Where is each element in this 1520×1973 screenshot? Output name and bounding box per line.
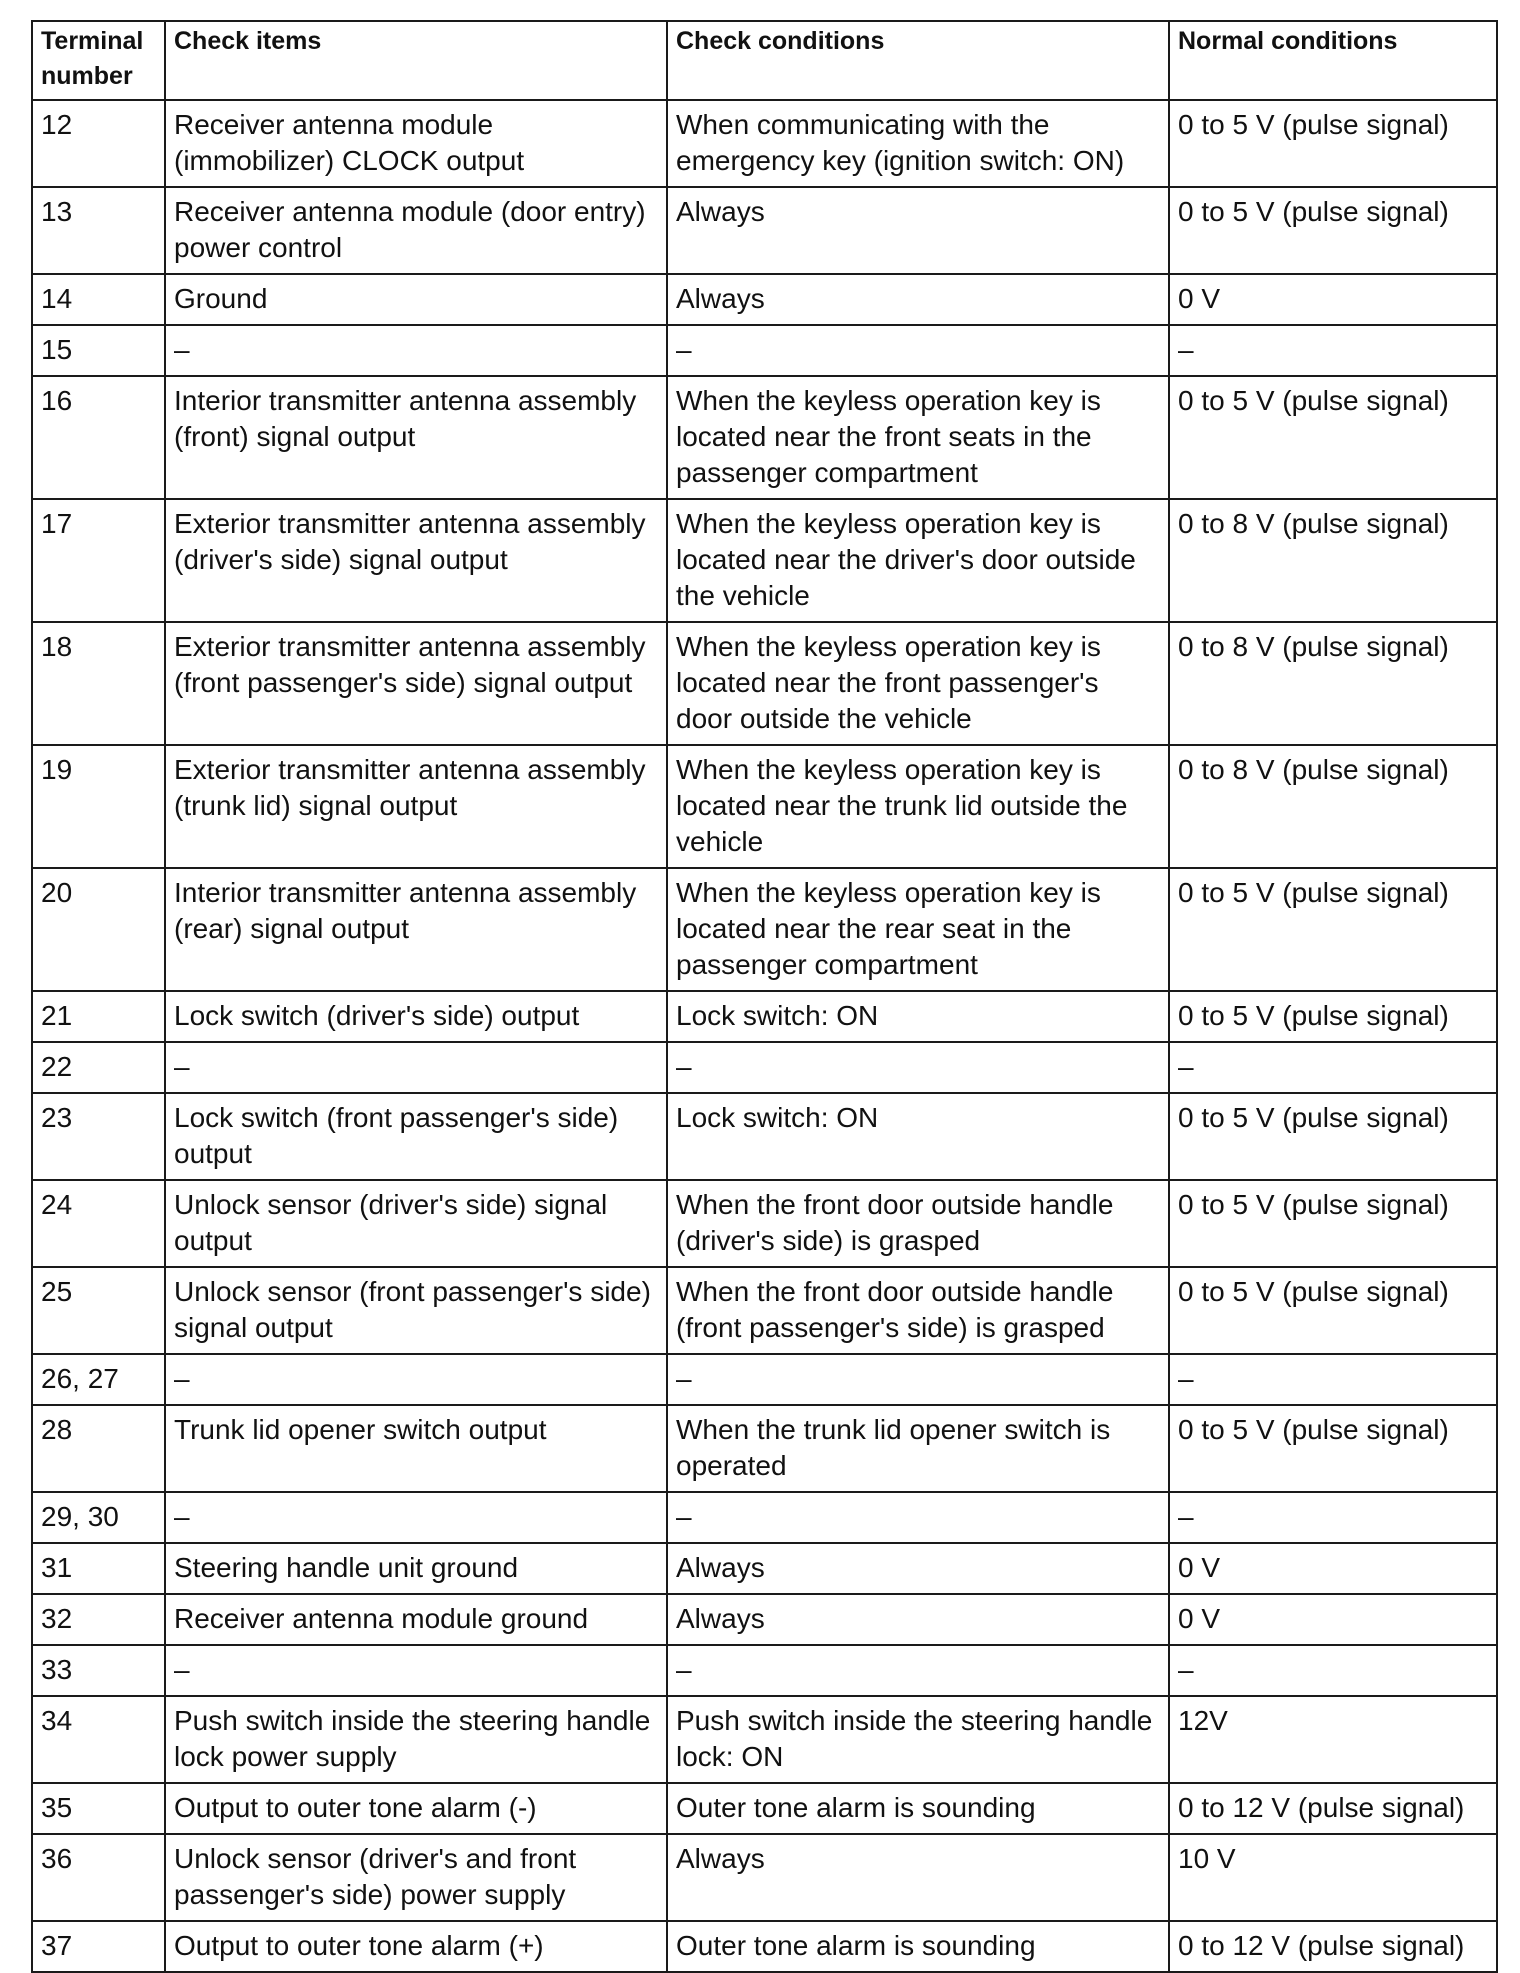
check-condition-cell: – bbox=[667, 1042, 1169, 1093]
check-item-cell: Steering handle unit ground bbox=[165, 1543, 667, 1594]
terminal-number-cell: 33 bbox=[32, 1645, 165, 1696]
normal-condition-cell: 0 to 5 V (pulse signal) bbox=[1169, 1180, 1497, 1267]
check-item-cell: – bbox=[165, 325, 667, 376]
check-item-cell: Unlock sensor (driver's side) signal output bbox=[165, 1180, 667, 1267]
normal-condition-cell: 0 V bbox=[1169, 274, 1497, 325]
table-row bbox=[32, 187, 1497, 274]
table-row bbox=[32, 745, 1497, 868]
terminal-number-cell: 35 bbox=[32, 1783, 165, 1834]
normal-condition-cell: – bbox=[1169, 1042, 1497, 1093]
check-condition-cell: Always bbox=[667, 1543, 1169, 1594]
check-item-cell: Output to outer tone alarm (+) bbox=[165, 1921, 667, 1972]
terminal-number-cell: 32 bbox=[32, 1594, 165, 1645]
check-item-cell: Exterior transmitter antenna assembly (trunk lid) signal output bbox=[165, 745, 667, 868]
terminal-number-cell: 28 bbox=[32, 1405, 165, 1492]
header-normal-conditions: Normal conditions bbox=[1169, 21, 1497, 100]
terminal-number-cell: 15 bbox=[32, 325, 165, 376]
normal-condition-cell: 0 to 8 V (pulse signal) bbox=[1169, 745, 1497, 868]
check-item-cell: Push switch inside the steering handle lock power supply bbox=[165, 1696, 667, 1783]
normal-condition-cell: – bbox=[1169, 325, 1497, 376]
header-row bbox=[32, 21, 1497, 100]
check-item-cell: Exterior transmitter antenna assembly (driver's side) signal output bbox=[165, 499, 667, 622]
terminal-number-cell: 26, 27 bbox=[32, 1354, 165, 1405]
table-row bbox=[32, 1834, 1497, 1921]
check-condition-cell: Outer tone alarm is sounding bbox=[667, 1921, 1169, 1972]
normal-condition-cell: 12V bbox=[1169, 1696, 1497, 1783]
terminal-number-cell: 18 bbox=[32, 622, 165, 745]
table-row bbox=[32, 1921, 1497, 1972]
terminal-number-cell: 31 bbox=[32, 1543, 165, 1594]
normal-condition-cell: 0 to 12 V (pulse signal) bbox=[1169, 1783, 1497, 1834]
normal-condition-cell: – bbox=[1169, 1645, 1497, 1696]
terminal-number-cell: 29, 30 bbox=[32, 1492, 165, 1543]
check-item-cell: – bbox=[165, 1354, 667, 1405]
table-header bbox=[32, 21, 1497, 100]
table-body bbox=[32, 100, 1497, 1972]
normal-condition-cell: – bbox=[1169, 1354, 1497, 1405]
check-condition-cell: – bbox=[667, 1354, 1169, 1405]
table-row bbox=[32, 1354, 1497, 1405]
check-item-cell: – bbox=[165, 1645, 667, 1696]
check-item-cell: – bbox=[165, 1042, 667, 1093]
check-item-cell: Interior transmitter antenna assembly (front) signal output bbox=[165, 376, 667, 499]
check-item-cell: Trunk lid opener switch output bbox=[165, 1405, 667, 1492]
header-check-items: Check items bbox=[165, 21, 667, 100]
normal-condition-cell: 0 to 5 V (pulse signal) bbox=[1169, 100, 1497, 187]
table-row bbox=[32, 1405, 1497, 1492]
check-item-cell: Receiver antenna module (door entry) power control bbox=[165, 187, 667, 274]
table-row bbox=[32, 274, 1497, 325]
normal-condition-cell: 0 V bbox=[1169, 1594, 1497, 1645]
terminal-number-cell: 37 bbox=[32, 1921, 165, 1972]
table-row bbox=[32, 1180, 1497, 1267]
check-item-cell: Receiver antenna module (immobilizer) CLOCK output bbox=[165, 100, 667, 187]
table-row bbox=[32, 1783, 1497, 1834]
check-condition-cell: When the keyless operation key is located near the rear seat in the passenger compartment bbox=[667, 868, 1169, 991]
terminal-number-cell: 12 bbox=[32, 100, 165, 187]
terminal-number-cell: 34 bbox=[32, 1696, 165, 1783]
table-row bbox=[32, 100, 1497, 187]
check-condition-cell: Always bbox=[667, 1594, 1169, 1645]
check-condition-cell: When the keyless operation key is located near the front passenger's door outside the vehicle bbox=[667, 622, 1169, 745]
check-item-cell: Exterior transmitter antenna assembly (front passenger's side) signal output bbox=[165, 622, 667, 745]
check-condition-cell: Outer tone alarm is sounding bbox=[667, 1783, 1169, 1834]
check-condition-cell: Lock switch: ON bbox=[667, 991, 1169, 1042]
normal-condition-cell: – bbox=[1169, 1492, 1497, 1543]
terminal-number-cell: 20 bbox=[32, 868, 165, 991]
header-terminal-number: Terminal number bbox=[32, 21, 165, 100]
check-condition-cell: When communicating with the emergency key (ignition switch: ON) bbox=[667, 100, 1169, 187]
check-condition-cell: When the keyless operation key is located near the front seats in the passenger compartment bbox=[667, 376, 1169, 499]
table-row bbox=[32, 868, 1497, 991]
table-row bbox=[32, 1543, 1497, 1594]
terminal-number-cell: 19 bbox=[32, 745, 165, 868]
check-condition-cell: When the keyless operation key is located near the trunk lid outside the vehicle bbox=[667, 745, 1169, 868]
table-row bbox=[32, 1093, 1497, 1180]
check-condition-cell: Always bbox=[667, 187, 1169, 274]
terminal-number-cell: 25 bbox=[32, 1267, 165, 1354]
normal-condition-cell: 0 to 5 V (pulse signal) bbox=[1169, 1405, 1497, 1492]
check-condition-cell: When the front door outside handle (front passenger's side) is grasped bbox=[667, 1267, 1169, 1354]
normal-condition-cell: 0 to 5 V (pulse signal) bbox=[1169, 868, 1497, 991]
check-condition-cell: Lock switch: ON bbox=[667, 1093, 1169, 1180]
check-item-cell: Ground bbox=[165, 274, 667, 325]
normal-condition-cell: 0 to 5 V (pulse signal) bbox=[1169, 991, 1497, 1042]
table-row bbox=[32, 991, 1497, 1042]
terminal-number-cell: 21 bbox=[32, 991, 165, 1042]
check-condition-cell: – bbox=[667, 1492, 1169, 1543]
normal-condition-cell: 0 to 5 V (pulse signal) bbox=[1169, 1093, 1497, 1180]
check-item-cell: Lock switch (front passenger's side) output bbox=[165, 1093, 667, 1180]
document-page bbox=[31, 20, 1496, 1973]
header-check-conditions: Check conditions bbox=[667, 21, 1169, 100]
terminal-check-table bbox=[31, 20, 1498, 1973]
normal-condition-cell: 0 to 8 V (pulse signal) bbox=[1169, 622, 1497, 745]
check-item-cell: Lock switch (driver's side) output bbox=[165, 991, 667, 1042]
table-row bbox=[32, 1594, 1497, 1645]
check-item-cell: Receiver antenna module ground bbox=[165, 1594, 667, 1645]
check-condition-cell: Push switch inside the steering handle lock: ON bbox=[667, 1696, 1169, 1783]
terminal-number-cell: 36 bbox=[32, 1834, 165, 1921]
table-row bbox=[32, 1696, 1497, 1783]
terminal-number-cell: 16 bbox=[32, 376, 165, 499]
check-condition-cell: When the keyless operation key is located near the driver's door outside the vehicle bbox=[667, 499, 1169, 622]
terminal-number-cell: 24 bbox=[32, 1180, 165, 1267]
normal-condition-cell: 10 V bbox=[1169, 1834, 1497, 1921]
check-item-cell: Output to outer tone alarm (-) bbox=[165, 1783, 667, 1834]
terminal-number-cell: 22 bbox=[32, 1042, 165, 1093]
table-row bbox=[32, 1492, 1497, 1543]
check-condition-cell: Always bbox=[667, 274, 1169, 325]
normal-condition-cell: 0 to 5 V (pulse signal) bbox=[1169, 187, 1497, 274]
table-row bbox=[32, 499, 1497, 622]
table-row bbox=[32, 622, 1497, 745]
terminal-number-cell: 14 bbox=[32, 274, 165, 325]
terminal-number-cell: 13 bbox=[32, 187, 165, 274]
table-row bbox=[32, 325, 1497, 376]
check-item-cell: Unlock sensor (front passenger's side) signal output bbox=[165, 1267, 667, 1354]
normal-condition-cell: 0 to 8 V (pulse signal) bbox=[1169, 499, 1497, 622]
check-item-cell: – bbox=[165, 1492, 667, 1543]
normal-condition-cell: 0 to 5 V (pulse signal) bbox=[1169, 376, 1497, 499]
table-row bbox=[32, 1042, 1497, 1093]
table-row bbox=[32, 1645, 1497, 1696]
check-condition-cell: – bbox=[667, 325, 1169, 376]
check-item-cell: Unlock sensor (driver's and front passenger's side) power supply bbox=[165, 1834, 667, 1921]
terminal-number-cell: 17 bbox=[32, 499, 165, 622]
check-condition-cell: When the trunk lid opener switch is operated bbox=[667, 1405, 1169, 1492]
check-condition-cell: When the front door outside handle (driver's side) is grasped bbox=[667, 1180, 1169, 1267]
check-item-cell: Interior transmitter antenna assembly (rear) signal output bbox=[165, 868, 667, 991]
normal-condition-cell: 0 to 12 V (pulse signal) bbox=[1169, 1921, 1497, 1972]
check-condition-cell: Always bbox=[667, 1834, 1169, 1921]
normal-condition-cell: 0 to 5 V (pulse signal) bbox=[1169, 1267, 1497, 1354]
table-row bbox=[32, 1267, 1497, 1354]
table-row bbox=[32, 376, 1497, 499]
terminal-number-cell: 23 bbox=[32, 1093, 165, 1180]
normal-condition-cell: 0 V bbox=[1169, 1543, 1497, 1594]
check-condition-cell: – bbox=[667, 1645, 1169, 1696]
